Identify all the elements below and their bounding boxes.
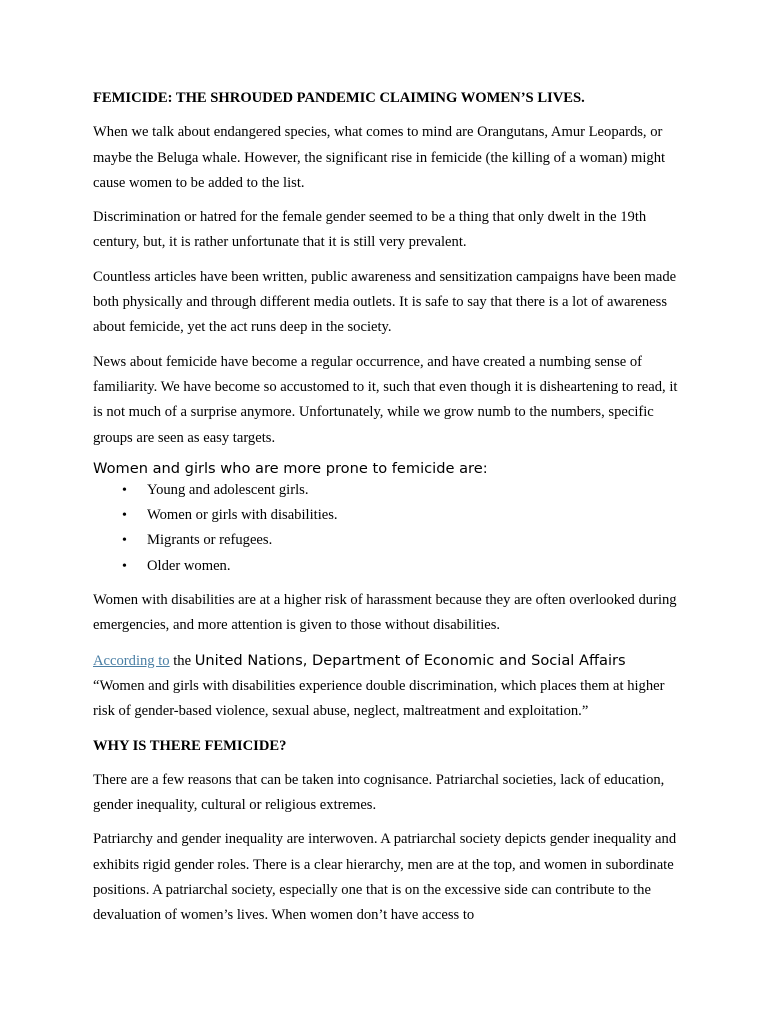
bullet-icon: • <box>122 533 127 549</box>
list-item <box>93 478 683 503</box>
list-item-text: Young and adolescent girls. <box>147 481 309 498</box>
list-item <box>93 528 683 553</box>
list-item-text: Older women. <box>147 557 231 574</box>
document-page <box>93 86 683 938</box>
bullet-icon: • <box>122 558 127 574</box>
bullet-icon: • <box>122 482 127 498</box>
section-heading-why: WHY IS THERE FEMICIDE? <box>93 737 287 754</box>
citation-paragraph <box>93 648 683 725</box>
list-item-text: Women or girls with disabilities. <box>147 507 338 524</box>
list-heading: Women and girls who are more prone to femicide are: <box>93 459 488 477</box>
list-item <box>93 503 683 528</box>
paragraph-disabilities: Women with disabilities are at a higher risk of harassment because they are often overlooked during emergencies, and more attention is given to those without disabilities. <box>93 592 677 634</box>
paragraph-news: News about femicide have become a regular occurrence, and have created a numbing sense of familiarity. We have become so accustomed to it, such that even though it is disheartening to read, it is not much of a surprise anymore. Unfortunately, while we grow numb to the numbers, specific groups are seen as easy targets. <box>93 353 678 446</box>
citation-the: the <box>169 652 195 669</box>
prone-groups-list <box>93 478 683 579</box>
citation-organization: United Nations, Department of Economic and Social Affairs <box>194 651 626 669</box>
bullet-icon: • <box>122 508 127 524</box>
un-quote: “Women and girls with disabilities experience double discrimination, which places them at higher risk of gender-based violence, sexual abuse, neglect, maltreatment and exploitation.” <box>93 677 665 720</box>
article-title: FEMICIDE: THE SHROUDED PANDEMIC CLAIMING WOMEN’S LIVES. <box>93 90 585 106</box>
according-to-link[interactable]: According to <box>93 652 170 669</box>
list-item <box>93 554 683 579</box>
paragraph-reasons: There are a few reasons that can be taken into cognisance. Patriarchal societies, lack of education, gender inequality, cultural or religious extremes. <box>93 771 665 814</box>
paragraph-patriarchy: Patriarchy and gender inequality are interwoven. A patriarchal society depicts gender inequality and exhibits rigid gender roles. There is a clear hierarchy, men are at the top, and women in subordinate positions. A patriarchal society, especially one that is on the excessive side can contribute to the devaluation of women’s lives. When women don’t have access to <box>93 831 677 924</box>
list-item-text: Migrants or refugees. <box>147 532 273 549</box>
paragraph-endangered-species: When we talk about endangered species, what comes to mind are Orangutans, Amur Leopards, or maybe the Beluga whale. However, the significant rise in femicide (the killing of a woman) might cause women to be added to the list. <box>93 124 666 191</box>
paragraph-discrimination: Discrimination or hatred for the female gender seemed to be a thing that only dwelt in the 19th century, but, it is rather unfortunate that it is still very prevalent. <box>93 209 647 251</box>
paragraph-awareness: Countless articles have been written, public awareness and sensitization campaigns have been made both physically and through different media outlets. It is safe to say that there is a lot of awareness about femicide, yet the act runs deep in the society. <box>93 268 677 336</box>
